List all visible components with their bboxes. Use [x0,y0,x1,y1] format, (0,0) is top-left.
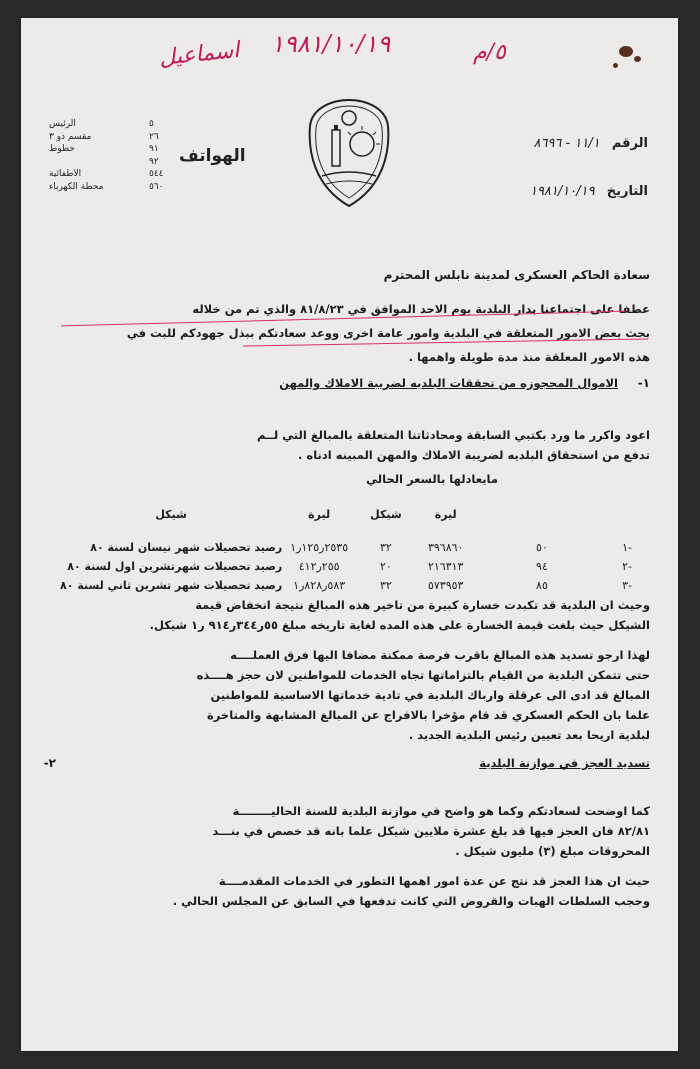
paragraph-line: حيث ان هذا العجز قد نتج عن عدة امور اهمها التطور في الخدمات المقدمــــة [218,874,650,888]
intro-line: عطفا على اجتماعنا بدار البلدية يوم الاحد الموافق في ٨١/٨/٢٣ والذي تم من خلاله [192,302,650,316]
handwritten-name: اسماعيل [157,37,241,72]
paragraph-line: وحيث ان البلدية قد تكبدت خسارة كبيرة من تاخير هذه المبالغ نتيجة انخفاض قيمة [195,598,650,612]
paragraph-line: اعود واكرر ما ورد بكتبي السابقة ومحادثاتنا المتعلقة بالمبالغ التي لــم [257,428,650,442]
table-row: -٢ ٩٤ ٢١٦٣١٣ ٢٠ ٢٥٥ر٤١٢ رصيد تحصيلات شهرتشرين اول لسنة ٨٠ [67,560,632,573]
letter-date: التاريخ ١٩٨١/١٠/١٩ [529,184,648,199]
paragraph-line: المحروقات مبلغ (٣) مليون شيكل . [455,844,650,858]
ink-stain [613,63,618,68]
paragraph-line: لهذا ارجو تسديد هذه المبالغ باقرب فرصة ممكنة مضافا اليها فرق العملــــه [230,648,650,662]
phone-row: ٢٦ مقسم ذو ٣ [49,131,159,142]
paragraph-line: ٨٢/٨١ فان العجز فيها قد بلغ عشرة ملايين شيكل علما بانه قد خصص في بنـــد [212,824,650,838]
intro-line: هذه الامور المعلقة منذ مدة طويلة واهمها . [408,350,650,364]
table-heading: مايعادلها بالسعر الحالي [366,472,498,486]
phone-list [49,118,179,193]
municipality-emblem-icon [304,96,394,211]
paragraph-line: الشيكل حيث بلغت قيمة الخسارة على هذه المده لغاية تاريخه مبلغ ٥٥ر٣٤٤ر٩١٤ ر١ شيكل. [149,618,650,632]
table-header-row: ليرة شيكل ليرة شيكل [155,508,457,521]
phone-row: ٥٦٠ محطة الكهرباء [49,181,164,192]
intro-line: بحث بعض الامور المتعلقة في البلدية وامور عامة اخرى ووعد سعادتكم ببذل جهودكم للبت في [126,326,650,340]
paragraph-line: وحجب السلطات الهبات والقروض التي كانت تدفعها في السابق عن المجلس الحالي . [172,894,650,908]
section-title: الاموال المحجوزه من تحققات البلديه لضريبة الاملاك والمهن [279,376,618,390]
paragraph-line: المبالغ قد ادى الى عرقلة وارباك البلدية في تادية خدماتها الاساسية للمواطنين [210,688,650,702]
table-row: -٣ ٨٥ ٥٧٣٩٥٣ ٣٢ ٥٨٣ر٨٢٨ر١ رصيد تحصيلات شهر تشرين ثاني لسنة ٨٠ [60,579,632,592]
paragraph-line: علما بان الحكم العسكري قد قام مؤخرا بالافراج عن المبالغ المشابهة والمتاخرة [206,708,650,722]
phone-row: ٥٤٤ الاطفائية [49,169,164,179]
amounts-table [56,505,636,595]
addressee: سعادة الحاكم العسكرى لمدينة نابلس المحترم [383,268,650,282]
handwritten-date: ١٩٨١/١٠/١٩ [271,30,391,58]
handwritten-mark: ٥/م [473,40,506,65]
phone-row: ٥ الرئيس [49,119,154,129]
section-title: تسديد العجز في موازنة البلدية [479,756,650,770]
ink-stain [634,56,641,62]
paragraph-line: حتى تتمكن البلدية من القيام بالتزاماتها تجاه الخدمات للمواطنين لان حجز هــــذه [196,668,650,682]
paragraph-line: كما اوضحت لسعادتكم وكما هو واضح في موازنة البلدية للسنة الحاليــــــــة [232,804,650,818]
paragraph-line: لبلدية اريحا بعد تعيين رئيس البلدية الجديد . [408,728,650,742]
letter-page [21,18,678,1051]
phones-heading: الهواتف [179,146,246,166]
table-row [56,524,636,538]
reference-number: الرقم ١١/١ - ٨٦٩٦ [533,136,648,151]
phone-row: ٩٢ [149,156,159,167]
section-number: -٢ [43,756,56,770]
ink-stain [619,46,633,57]
phone-row: ٩١ خطوط [49,144,159,154]
paragraph-line: تدفع من استحقاق البلديه لضريبة الاملاك والمهن المبينه ادناه . [298,448,650,462]
section-number: -١ [637,376,650,390]
table-row: -١ ٥٠ ٣٩٦٨٦٠ ٣٢ ٢٥٣٥ر١٢٥ر١ رصيد تحصيلات شهر نيسان لسنة ٨٠ [90,541,632,554]
